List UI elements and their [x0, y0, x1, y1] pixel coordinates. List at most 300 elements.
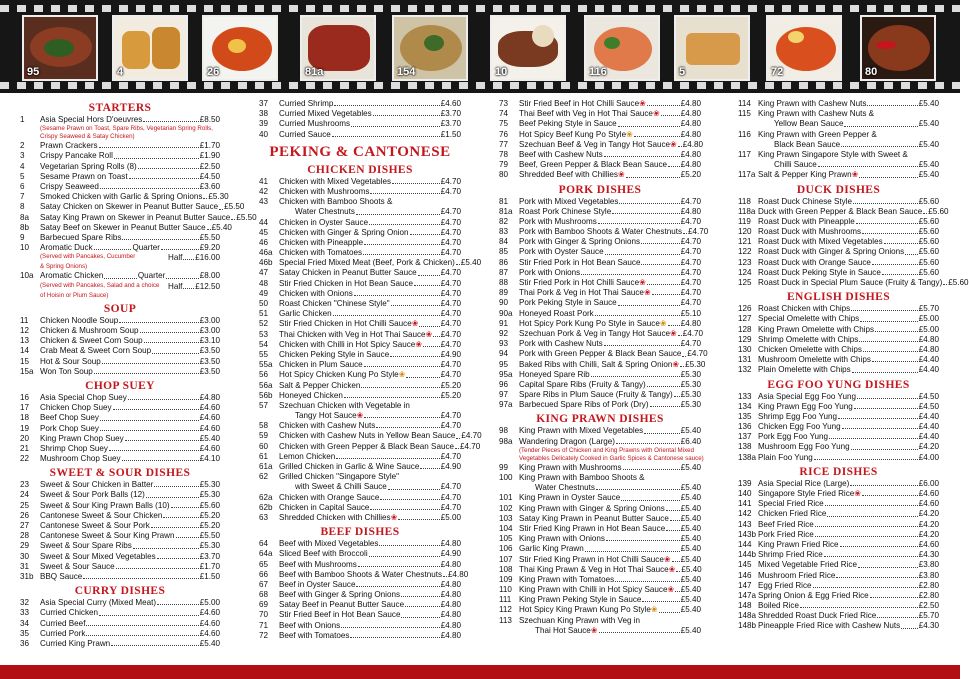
item-number: 55: [259, 349, 269, 359]
menu-item-row: [499, 329, 701, 339]
dot-leader: [623, 463, 680, 470]
menu-item-row: [738, 268, 939, 278]
dot-leader: [675, 585, 680, 592]
item-price: £5.60: [199, 500, 220, 510]
dot-leader: [666, 504, 680, 511]
dot-leader: [850, 479, 917, 486]
menu-item-row: [259, 503, 461, 513]
item-name: Crispy Pancake Roll: [40, 151, 113, 161]
item-price: £4.60: [199, 403, 220, 413]
item-price: £3.50: [199, 366, 220, 376]
item-name: Asia Special Curry (Mixed Meat): [40, 598, 157, 608]
item-number: 7: [20, 192, 25, 202]
item-number: 26: [20, 510, 30, 520]
item-number: 127: [738, 314, 752, 324]
item-number: 43: [259, 197, 269, 207]
menu-item-row: [499, 160, 701, 170]
item-price: £4.90: [440, 462, 461, 471]
dot-leader: [419, 319, 439, 326]
item-name: Shredded Roast Duck Fried Rice: [758, 611, 877, 621]
item-name: Beef in Oyster Sauce: [279, 579, 356, 589]
menu-item-row: [20, 434, 220, 444]
dot-leader: [838, 412, 918, 419]
dot-leader: [800, 601, 918, 608]
menu-item-row: [738, 109, 939, 119]
item-price: £1.70: [199, 561, 220, 571]
item-number: 143: [738, 519, 752, 529]
item-number: 132: [738, 365, 752, 375]
menu-item-row: [499, 595, 701, 605]
item-price: £4.40: [918, 422, 939, 432]
photo-number: 5: [679, 66, 686, 78]
dot-leader: [163, 511, 198, 518]
menu-item-row: [259, 360, 461, 370]
item-name: Pork with Green Pepper & Black Bean Sauce: [519, 349, 682, 359]
item-number: 60: [259, 441, 269, 451]
item-name: Tangy Hot Sauce: [295, 411, 357, 421]
dot-leader: [456, 258, 460, 265]
dot-leader: [100, 413, 199, 420]
menu-item-row: [259, 238, 461, 248]
item-number: 147: [738, 580, 752, 590]
item-number: 121: [738, 237, 752, 247]
menu-item-row: [499, 258, 701, 268]
menu-item-row: [499, 493, 701, 503]
chili-icon: ❀: [659, 318, 667, 328]
dot-leader: [356, 207, 440, 214]
dot-leader: [642, 595, 679, 602]
chili-icon: ❀: [851, 170, 859, 180]
item-number: 113: [499, 615, 512, 625]
menu-item-row: [499, 227, 709, 237]
menu-item-row: [259, 289, 461, 299]
item-number: 61a: [259, 462, 273, 471]
item-number: 112: [499, 605, 512, 615]
item-number: 14: [20, 346, 30, 356]
dot-leader: [862, 489, 918, 496]
dot-leader: [836, 571, 917, 578]
dot-leader: [133, 541, 199, 548]
footer-bar: [0, 665, 960, 679]
item-number: 98: [499, 426, 509, 436]
photo-number: 154: [397, 66, 416, 78]
item-price: £4.60: [199, 628, 220, 638]
dot-leader: [157, 598, 199, 605]
item-price: £4.70: [440, 492, 461, 502]
item-name: BBQ Sauce: [40, 571, 83, 581]
dot-leader: [433, 330, 440, 337]
item-name: Thai Pork & Veg in Hot Thai Sauce: [519, 288, 644, 298]
item-number: 8b: [20, 222, 30, 232]
dot-leader: [860, 314, 918, 321]
menu-item-row: [499, 400, 701, 410]
dot-leader: [406, 370, 439, 377]
menu-item-row: [499, 359, 706, 370]
item-name: Roast Duck with Ginger & Spring Onions: [758, 247, 905, 257]
dish-photo-26: [202, 15, 278, 81]
item-price: £4.70: [440, 411, 461, 421]
item-price: £5.40: [680, 523, 701, 533]
menu-item-row: [499, 109, 701, 119]
menu-item-row: [499, 605, 701, 615]
menu-item-row: [738, 611, 939, 621]
item-price: £4.80: [680, 160, 701, 170]
item-price: £4.70: [440, 237, 461, 247]
menu-item-row: [20, 608, 220, 618]
menu-item-row: [259, 279, 461, 289]
item-name: Yellow Bean Sauce: [774, 119, 844, 129]
item-price: £5.20: [199, 521, 220, 530]
item-price: £4.80: [680, 149, 701, 159]
item-number: 100: [499, 473, 513, 482]
dot-leader: [814, 453, 918, 460]
dot-leader: [144, 336, 199, 343]
dot-leader: [140, 326, 199, 333]
item-price: £4.70: [440, 502, 461, 512]
item-name: Curried Shrimp: [279, 99, 334, 108]
menu-item-row: [738, 560, 939, 570]
dot-leader: [113, 403, 199, 410]
item-price: £5.20: [440, 390, 461, 400]
item-price: £4.70: [440, 227, 461, 237]
item-name: Pork with Oyster Sauce: [519, 247, 604, 257]
item-name: King Prawn in Oyster Sauce: [519, 493, 621, 503]
item-price: £5.30: [199, 541, 220, 551]
item-number: 19: [20, 423, 30, 433]
item-price: £8.50: [199, 115, 220, 124]
menu-column-3: [499, 99, 709, 636]
item-price: £4.70: [680, 298, 701, 308]
section-heading: DUCK DISHES: [796, 183, 881, 196]
item-name: Curried Mixed Vegetables: [279, 109, 372, 119]
item-name: Baked Ribs with Chilli, Salt & Spring Onion: [519, 359, 673, 369]
chili-icon: ❀: [639, 278, 646, 287]
item-price: £4.60: [199, 608, 220, 618]
menu-item-row: [738, 335, 939, 345]
dot-leader: [350, 631, 439, 638]
item-name: Mixed Vegetable Fried Rice: [758, 560, 857, 570]
item-name: King Prawn Omelette with Chips: [758, 324, 875, 334]
menu-item-row: [20, 490, 220, 500]
item-name: Pork with Mixed Vegetables: [519, 196, 619, 206]
dot-leader: [840, 540, 918, 547]
menu-item-row: [499, 99, 701, 109]
item-price: £4.40: [918, 365, 939, 375]
item-number: 95: [499, 359, 509, 369]
item-number: 47: [259, 268, 269, 278]
photo-number: 80: [865, 66, 878, 78]
photo-number: 26: [207, 66, 220, 78]
item-name: Satay Chicken on Skewer in Peanut Butter Sauce: [40, 202, 219, 212]
item-number: 81a: [499, 206, 513, 216]
item-price: £4.80: [680, 119, 701, 129]
dot-leader: [604, 339, 680, 346]
dot-leader: [668, 319, 680, 326]
dot-leader: [166, 271, 198, 278]
dish-photo-5: [674, 15, 750, 81]
item-number: 117: [738, 149, 751, 159]
item-name: Special Fried Rice: [758, 499, 824, 509]
menu-item-row: [738, 509, 939, 519]
item-name: Stir Fried King Prawn in Hot Bean Sauce: [519, 523, 666, 533]
item-price: £4.70: [440, 299, 461, 308]
item-name: Sweet & Sour Pork Balls (12): [40, 490, 145, 500]
menu-item-row: [499, 247, 701, 257]
chili-icon: ❀: [650, 605, 658, 615]
item-name: Spare Ribs in Plum Sauce (Fruity & Tangy): [519, 390, 673, 400]
item-number: 129: [738, 334, 752, 344]
item-description: Crispy Seaweed & Satay Chicken): [40, 133, 135, 141]
item-number: 67: [259, 579, 269, 589]
dish-photo-4: [112, 15, 188, 81]
item-name: Chicken Egg Foo Yung: [758, 422, 841, 432]
dot-leader: [621, 493, 680, 500]
item-number: 90a: [499, 308, 513, 318]
item-price: £6.40: [680, 436, 701, 446]
item-description: (Tender Pieces of Chicken and King Prawns with Oriental Mixed: [519, 446, 695, 454]
item-name: Pork Peking Style in Sauce: [519, 298, 617, 308]
menu-item-row: [259, 539, 461, 549]
item-number: 110: [499, 585, 512, 595]
item-number: 119: [738, 216, 751, 226]
menu-item-row: [259, 569, 469, 580]
item-number: 37: [259, 99, 269, 108]
item-number: 31: [20, 561, 30, 571]
item-price: £4.70: [680, 267, 701, 277]
section-heading: SWEET & SOUR DISHES: [49, 467, 191, 480]
item-price: £5.40: [680, 426, 701, 436]
item-name: Roast Duck with Pineapple: [758, 216, 855, 226]
menu-item-row: [499, 319, 701, 329]
item-number: 8a: [20, 212, 30, 222]
menu-item-row: [20, 541, 220, 551]
item-price: £4.20: [918, 442, 939, 452]
dot-leader: [114, 151, 199, 158]
item-name: Chicken with Pineapple: [279, 237, 364, 247]
item-number: 144b: [738, 550, 757, 560]
item-number: 148a: [738, 611, 757, 621]
menu-item-row: [499, 616, 701, 626]
item-price: £3.80: [918, 560, 939, 570]
item-name: Pork with Ginger & Spring Onions: [519, 237, 641, 247]
item-name: Salt & Pepper King Prawn: [758, 170, 852, 180]
dot-leader: [872, 355, 918, 362]
menu-item-row: [738, 304, 939, 314]
item-name: Pork with Bamboo Shoots & Water Chestnuts: [519, 227, 682, 237]
menu-item-row: [259, 207, 461, 217]
menu-item-row: [20, 413, 220, 423]
item-price: £5.50: [199, 531, 220, 541]
item-price: £3.00: [199, 315, 220, 325]
dot-leader: [827, 509, 917, 516]
item-name: Aromatic Duck: [40, 243, 93, 253]
menu-column-1: [20, 99, 257, 649]
menu-item-row: [499, 626, 701, 636]
menu-item-row: [738, 571, 939, 581]
item-name: Curried Sauce: [279, 129, 331, 139]
item-price: £5.60: [918, 247, 939, 257]
item-number: 115: [738, 109, 751, 119]
menu-item-row: [20, 253, 220, 263]
menu-item-row: [499, 217, 701, 227]
item-price: £4.50: [918, 401, 939, 411]
item-number: 77: [499, 139, 509, 149]
item-price: £16.00: [195, 253, 220, 263]
item-price: £4.80: [440, 610, 461, 620]
item-name: Curried Pork: [40, 628, 86, 638]
item-name: Beef with Tomatoes: [279, 630, 350, 640]
menu-item-row: [20, 243, 220, 253]
item-number: 101: [499, 493, 513, 503]
item-price: £5.50: [199, 232, 220, 242]
item-price: £5.60: [928, 206, 949, 216]
item-name: Lemon Chicken: [279, 451, 336, 461]
item-price: £5.40: [199, 638, 220, 648]
item-price: £4.70: [440, 309, 461, 319]
menu-item-row: [259, 299, 461, 309]
menu-item-row: [259, 401, 461, 411]
menu-item-row: [20, 424, 220, 434]
menu-item-row: [259, 381, 461, 391]
dot-leader: [678, 140, 682, 147]
item-number: 95a: [499, 369, 513, 379]
menu-item-row: [259, 513, 461, 523]
menu-item-row: [738, 479, 939, 489]
chili-icon: ❀: [667, 585, 675, 595]
item-name: Duck with Green Pepper & Black Bean Sauce: [758, 206, 923, 216]
item-number: [259, 411, 279, 421]
item-name: Pork with Onions: [519, 267, 581, 277]
item-price: £4.70: [680, 237, 701, 247]
menu-item-row: [499, 437, 701, 447]
item-number: 80: [499, 170, 509, 180]
item-price: £4.70: [687, 349, 708, 359]
dot-leader: [851, 442, 918, 449]
chili-icon: ❀: [854, 489, 861, 498]
item-description: & Spring Onions): [40, 263, 88, 271]
dot-leader: [129, 172, 199, 179]
item-number: 3: [20, 151, 25, 161]
menu-item-row: [20, 346, 220, 356]
dot-leader: [146, 490, 199, 497]
dot-leader: [672, 555, 680, 562]
item-price: £4.70: [440, 319, 461, 329]
item-name: Beef with Mushrooms: [279, 559, 357, 569]
dot-leader: [813, 581, 918, 588]
item-price: £5.00: [918, 324, 939, 334]
menu-item-row: [738, 206, 949, 217]
item-name: Plain Foo Yung: [758, 452, 813, 462]
item-price: £2.50: [918, 601, 939, 611]
dot-leader: [618, 298, 680, 305]
dot-leader: [581, 268, 680, 275]
item-number: 24: [20, 490, 30, 500]
item-description: (Served with Pancakes, Cucumber: [40, 253, 136, 261]
photo-number: 72: [771, 66, 784, 78]
dot-leader: [857, 392, 918, 399]
item-name: with Sweet & Chilli Sauce: [295, 482, 387, 492]
menu-item-row: [499, 575, 701, 585]
menu-item-row: [738, 119, 939, 129]
menu-item-row: [20, 202, 245, 212]
item-number: 114: [738, 99, 751, 108]
dot-leader: [619, 197, 679, 204]
dot-leader: [674, 390, 680, 397]
dot-leader: [119, 316, 198, 323]
menu-item-row: [499, 565, 701, 575]
dot-leader: [116, 562, 199, 569]
menu-item-row: [738, 345, 939, 355]
item-number: 23: [20, 480, 30, 490]
item-number: 22: [20, 454, 30, 464]
item-name: Satay Beef on Skewer in Peanut Butter Sauce: [40, 222, 206, 232]
portion-size: Half: [168, 281, 183, 291]
item-name: Chicken Fried Rice: [758, 509, 827, 519]
item-number: 68: [259, 590, 269, 600]
item-price: £4.70: [440, 268, 461, 278]
menu-item-row: [259, 228, 461, 238]
item-name: Beef Fried Rice: [758, 519, 814, 529]
dish-photo-10: [490, 15, 566, 81]
item-name: Sweet & Sour King Prawn Balls (10): [40, 500, 170, 510]
menu-item-row: [499, 534, 701, 544]
item-price: £4.70: [440, 186, 461, 196]
dot-leader: [905, 247, 918, 254]
item-name: Pork Chop Suey: [40, 423, 99, 433]
item-number: 109: [499, 574, 513, 584]
item-name: Wandering Dragon (Large): [519, 436, 615, 446]
item-number: 144: [738, 539, 752, 549]
item-name: King Prawn with Green Pepper &: [758, 129, 877, 139]
item-price: £8.00: [199, 271, 220, 281]
dot-leader: [414, 279, 440, 286]
menu-item-row: [20, 282, 220, 292]
menu-item-row: [259, 610, 461, 620]
dot-leader: [666, 524, 680, 531]
dot-leader: [841, 140, 918, 147]
chili-icon: ❀: [390, 512, 398, 522]
item-number: 64: [259, 539, 269, 549]
menu-item-row: [499, 339, 701, 349]
item-number: 148: [738, 601, 752, 611]
item-name: Chicken Peking Style in Sauce: [279, 349, 390, 359]
dot-leader: [585, 544, 680, 551]
dot-leader: [856, 217, 918, 224]
item-name: Stir Fried Pork in Hot Chilli Sauce: [519, 278, 640, 287]
item-price: £5.00: [918, 314, 939, 324]
item-name: King Prawn Chop Suey: [40, 433, 124, 443]
dot-leader: [418, 268, 440, 275]
item-name: Roast Duck Chinese Style: [758, 196, 853, 206]
dot-leader: [863, 345, 918, 352]
item-name: Chicken in Capital Sauce: [279, 502, 370, 512]
item-number: 87: [499, 267, 509, 277]
item-number: 27: [20, 521, 30, 530]
menu-item-row: [499, 278, 701, 288]
menu-item-row: [738, 601, 939, 611]
item-price: £4.60: [918, 489, 939, 498]
menu-item-row: [738, 453, 939, 463]
item-price: £5.40: [680, 574, 701, 584]
item-number: 2: [20, 141, 25, 151]
portion-size: Half: [168, 253, 183, 263]
dot-leader: [122, 454, 199, 461]
dot-leader: [634, 130, 680, 137]
item-number: 111: [499, 595, 512, 605]
dot-leader: [423, 340, 440, 347]
dot-leader: [456, 431, 460, 438]
dot-leader: [370, 503, 439, 510]
